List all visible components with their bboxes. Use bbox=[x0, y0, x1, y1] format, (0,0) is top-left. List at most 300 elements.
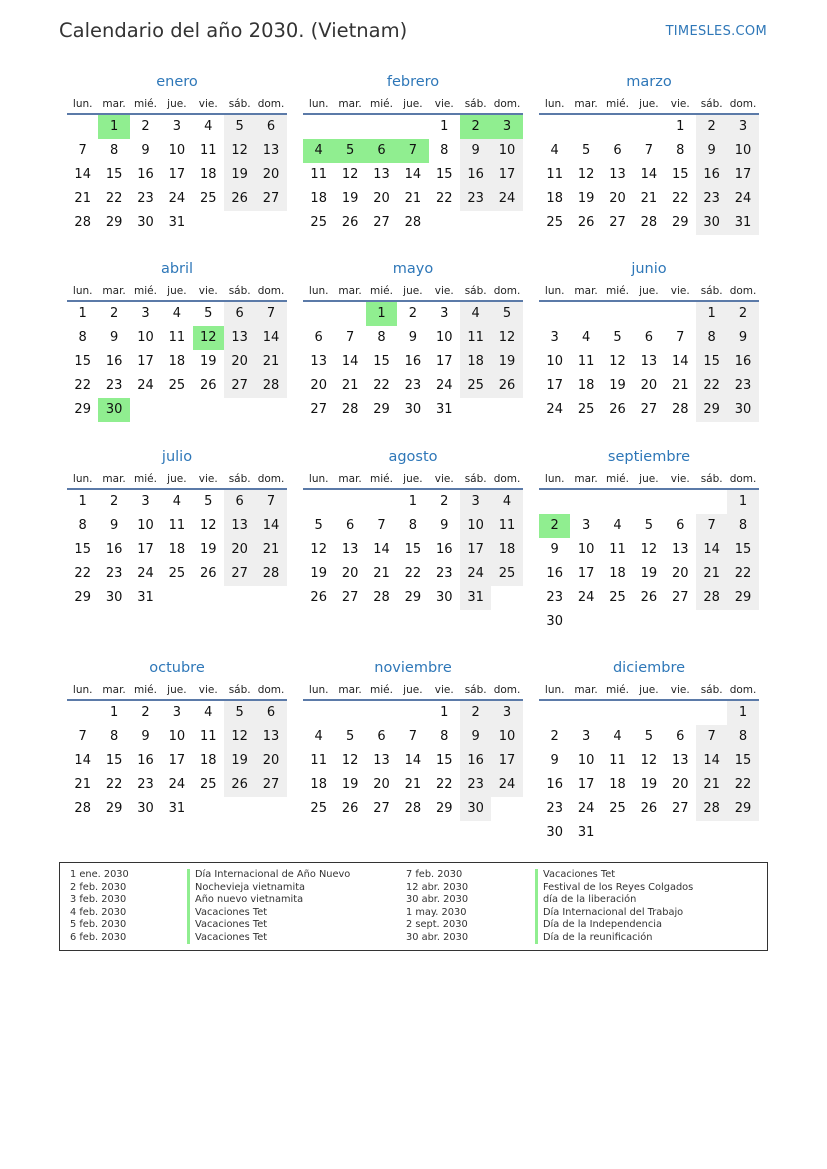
day-cell: 1 bbox=[676, 119, 685, 134]
day-cell: 8 bbox=[676, 143, 685, 158]
day-cell: 7 bbox=[255, 302, 286, 326]
weekday-label: vie. bbox=[198, 285, 218, 297]
weekday-label: mié. bbox=[606, 684, 629, 696]
weekday-label: lun. bbox=[544, 285, 565, 297]
day-cell: 16 bbox=[435, 542, 453, 557]
day-cell: 16 bbox=[460, 163, 491, 187]
day-cell: 11 bbox=[577, 354, 595, 369]
day-cell: 2 bbox=[550, 729, 559, 744]
day-cell: 9 bbox=[141, 143, 150, 158]
weekday-label: dom. bbox=[493, 473, 521, 485]
day-cell: 22 bbox=[404, 566, 422, 581]
day-cell: 18 bbox=[577, 378, 595, 393]
day-cell: 22 bbox=[727, 773, 758, 797]
day-cell: 6 bbox=[314, 330, 323, 345]
day-grid bbox=[303, 701, 523, 821]
day-cell: 17 bbox=[577, 566, 595, 581]
weekday-label: mié. bbox=[606, 473, 629, 485]
day-cell: 6 bbox=[613, 143, 622, 158]
day-cell: 8 bbox=[408, 518, 417, 533]
day-grid bbox=[539, 302, 759, 422]
weekday-label: sáb. bbox=[228, 473, 251, 485]
day-cell: 23 bbox=[105, 378, 123, 393]
weekday-label: sáb. bbox=[464, 684, 487, 696]
day-cell: 13 bbox=[609, 167, 626, 182]
day-cell: 11 bbox=[168, 330, 186, 345]
day-cell: 3 bbox=[141, 306, 150, 321]
day-cell: 31 bbox=[577, 825, 595, 840]
day-cell: 27 bbox=[224, 374, 255, 398]
day-cell: 20 bbox=[341, 566, 359, 581]
day-cell: 26 bbox=[199, 566, 217, 581]
day-cell: 9 bbox=[727, 326, 758, 350]
day-cell: 20 bbox=[224, 538, 255, 562]
weekday-label: mié. bbox=[606, 285, 629, 297]
day-cell: 18 bbox=[546, 191, 563, 206]
day-cell: 29 bbox=[727, 586, 758, 610]
legend-date: 5 feb. 2030 bbox=[70, 919, 127, 930]
empty-cell bbox=[633, 115, 664, 139]
day-cell: 4 bbox=[314, 729, 323, 744]
empty-cell bbox=[633, 302, 664, 326]
day-cell: 4 bbox=[550, 143, 559, 158]
day-cell: 13 bbox=[255, 139, 286, 163]
weekday-label: dom. bbox=[729, 98, 757, 110]
day-cell: 8 bbox=[78, 330, 87, 345]
day-cell: 24 bbox=[546, 402, 563, 417]
day-cell: 1 bbox=[440, 119, 449, 134]
empty-cell bbox=[539, 701, 570, 725]
day-cell: 21 bbox=[696, 562, 727, 586]
day-cell: 30 bbox=[727, 398, 758, 422]
empty-cell bbox=[334, 302, 365, 326]
day-cell: 3 bbox=[440, 306, 449, 321]
weekday-label: vie. bbox=[434, 684, 454, 696]
day-cell: 7 bbox=[377, 518, 386, 533]
day-cell: 4 bbox=[613, 518, 622, 533]
day-cell: 6 bbox=[377, 729, 386, 744]
weekday-label: sáb. bbox=[228, 285, 251, 297]
day-cell: 20 bbox=[373, 777, 390, 792]
day-cell: 8 bbox=[109, 143, 119, 158]
weekday-header bbox=[303, 280, 523, 302]
day-grid bbox=[539, 115, 759, 235]
day-cell: 3 bbox=[460, 490, 491, 514]
weekday-label: lun. bbox=[544, 473, 565, 485]
day-cell: 10 bbox=[460, 514, 491, 538]
weekday-label: jue. bbox=[403, 98, 423, 110]
month-name: agosto bbox=[388, 449, 438, 465]
day-cell: 23 bbox=[546, 801, 563, 816]
empty-cell bbox=[366, 490, 397, 514]
empty-cell bbox=[303, 701, 334, 725]
day-cell: 5 bbox=[204, 494, 213, 509]
day-cell: 16 bbox=[137, 167, 154, 182]
weekday-label: mié. bbox=[370, 473, 393, 485]
day-cell: 18 bbox=[168, 542, 186, 557]
empty-cell bbox=[397, 701, 428, 725]
day-cell: 28 bbox=[341, 402, 359, 417]
day-cell: 27 bbox=[671, 590, 689, 605]
day-cell: 11 bbox=[460, 326, 491, 350]
day-cell: 17 bbox=[137, 542, 154, 557]
day-cell: 28 bbox=[74, 801, 91, 816]
day-cell: 12 bbox=[224, 139, 255, 163]
day-cell: 22 bbox=[727, 562, 758, 586]
day-cell: 14 bbox=[74, 753, 91, 768]
day-cell: 31 bbox=[168, 801, 186, 816]
day-cell: 21 bbox=[74, 191, 91, 206]
day-cell: 20 bbox=[255, 163, 286, 187]
day-cell: 17 bbox=[137, 354, 154, 369]
day-cell: 13 bbox=[640, 354, 658, 369]
day-cell: 3 bbox=[581, 729, 591, 744]
empty-cell bbox=[602, 115, 633, 139]
holiday-day-cell: 12 bbox=[193, 326, 224, 350]
month-name: diciembre bbox=[612, 660, 686, 676]
empty-cell bbox=[334, 701, 365, 725]
day-cell: 21 bbox=[255, 538, 286, 562]
legend-column bbox=[535, 869, 693, 944]
day-grid bbox=[67, 490, 287, 610]
day-cell: 6 bbox=[676, 729, 685, 744]
day-cell: 2 bbox=[141, 119, 150, 134]
weekday-label: sáb. bbox=[464, 285, 487, 297]
day-cell: 25 bbox=[546, 215, 563, 230]
day-cell: 12 bbox=[640, 753, 658, 768]
day-cell: 19 bbox=[577, 191, 595, 206]
day-cell: 21 bbox=[255, 350, 286, 374]
day-cell: 15 bbox=[105, 167, 123, 182]
day-cell: 16 bbox=[727, 350, 758, 374]
weekday-label: mar. bbox=[102, 285, 126, 297]
day-cell: 2 bbox=[440, 494, 449, 509]
month-name: noviembre bbox=[374, 660, 452, 676]
day-cell: 14 bbox=[341, 354, 359, 369]
day-cell: 10 bbox=[727, 139, 758, 163]
day-cell: 12 bbox=[491, 326, 522, 350]
day-grid bbox=[539, 701, 759, 845]
weekday-label: sáb. bbox=[464, 98, 487, 110]
month-febrero bbox=[303, 71, 523, 235]
weekday-label: lun. bbox=[308, 473, 329, 485]
day-grid bbox=[539, 490, 759, 634]
day-cell: 11 bbox=[491, 514, 522, 538]
day-cell: 29 bbox=[74, 590, 91, 605]
day-cell: 4 bbox=[172, 306, 181, 321]
day-cell: 15 bbox=[74, 354, 91, 369]
day-cell: 22 bbox=[74, 566, 91, 581]
day-cell: 5 bbox=[224, 115, 255, 139]
holiday-day-cell: 5 bbox=[334, 139, 365, 163]
weekday-label: mar. bbox=[102, 473, 126, 485]
weekday-label: vie. bbox=[434, 285, 454, 297]
day-cell: 28 bbox=[696, 797, 727, 821]
legend-holiday-name: Vacaciones Tet bbox=[535, 869, 693, 882]
day-cell: 25 bbox=[199, 191, 217, 206]
day-cell: 15 bbox=[373, 354, 390, 369]
day-cell: 25 bbox=[577, 402, 595, 417]
day-cell: 16 bbox=[105, 354, 123, 369]
day-cell: 8 bbox=[109, 729, 119, 744]
legend-date: 30 abr. 2030 bbox=[406, 894, 469, 905]
day-cell: 12 bbox=[341, 167, 359, 182]
day-cell: 10 bbox=[577, 542, 595, 557]
day-cell: 14 bbox=[255, 514, 286, 538]
day-cell: 24 bbox=[460, 562, 491, 586]
day-cell: 19 bbox=[199, 354, 217, 369]
day-cell: 9 bbox=[460, 139, 491, 163]
day-cell: 25 bbox=[609, 590, 626, 605]
weekday-label: lun. bbox=[72, 473, 93, 485]
day-cell: 22 bbox=[105, 777, 123, 792]
day-cell: 14 bbox=[74, 167, 91, 182]
day-cell: 11 bbox=[310, 167, 327, 182]
month-julio bbox=[67, 446, 287, 610]
empty-cell bbox=[633, 490, 664, 514]
day-cell: 25 bbox=[310, 215, 327, 230]
empty-cell bbox=[366, 115, 397, 139]
day-cell: 7 bbox=[696, 514, 727, 538]
empty-cell bbox=[570, 490, 601, 514]
day-cell: 26 bbox=[224, 773, 255, 797]
day-cell: 13 bbox=[373, 753, 390, 768]
day-cell: 27 bbox=[224, 562, 255, 586]
day-cell: 4 bbox=[172, 494, 181, 509]
day-cell: 13 bbox=[255, 725, 286, 749]
weekday-label: vie. bbox=[434, 473, 454, 485]
day-cell: 24 bbox=[435, 378, 453, 393]
day-cell: 19 bbox=[491, 350, 522, 374]
day-cell: 16 bbox=[137, 753, 154, 768]
day-cell: 18 bbox=[609, 777, 626, 792]
empty-cell bbox=[334, 115, 365, 139]
weekday-label: jue. bbox=[639, 473, 659, 485]
day-cell: 16 bbox=[546, 777, 563, 792]
day-cell: 8 bbox=[440, 143, 449, 158]
day-cell: 2 bbox=[109, 306, 119, 321]
day-cell: 13 bbox=[224, 514, 255, 538]
day-cell: 16 bbox=[404, 354, 422, 369]
day-cell: 23 bbox=[460, 773, 491, 797]
day-cell: 29 bbox=[696, 398, 727, 422]
day-grid bbox=[303, 115, 523, 235]
day-cell: 9 bbox=[109, 518, 119, 533]
legend-holiday-name: Día Internacional del Trabajo bbox=[535, 907, 693, 920]
day-cell: 23 bbox=[460, 187, 491, 211]
day-cell: 21 bbox=[341, 378, 359, 393]
legend-date: 2 feb. 2030 bbox=[70, 881, 127, 893]
day-cell: 27 bbox=[609, 215, 626, 230]
day-cell: 28 bbox=[255, 374, 286, 398]
day-cell: 21 bbox=[74, 777, 91, 792]
day-cell: 18 bbox=[460, 350, 491, 374]
legend-holiday-name: Día de la reunificación bbox=[535, 932, 693, 945]
day-cell: 7 bbox=[408, 729, 417, 744]
weekday-label: dom. bbox=[729, 285, 757, 297]
day-cell: 2 bbox=[460, 701, 491, 725]
month-agosto bbox=[303, 446, 523, 610]
day-cell: 7 bbox=[644, 143, 653, 158]
weekday-header bbox=[539, 468, 759, 490]
weekday-label: dom. bbox=[257, 285, 285, 297]
day-cell: 5 bbox=[581, 143, 591, 158]
day-cell: 10 bbox=[137, 330, 154, 345]
weekday-label: jue. bbox=[167, 285, 187, 297]
day-cell: 18 bbox=[199, 167, 217, 182]
day-cell: 22 bbox=[105, 191, 123, 206]
day-cell: 22 bbox=[435, 191, 453, 206]
weekday-label: jue. bbox=[403, 473, 423, 485]
holiday-legend bbox=[59, 862, 768, 951]
day-cell: 17 bbox=[491, 749, 522, 773]
day-cell: 27 bbox=[310, 402, 327, 417]
day-cell: 8 bbox=[440, 729, 449, 744]
day-cell: 17 bbox=[546, 378, 563, 393]
day-cell: 14 bbox=[696, 538, 727, 562]
day-cell: 13 bbox=[373, 167, 390, 182]
day-cell: 8 bbox=[78, 518, 87, 533]
day-grid bbox=[303, 490, 523, 610]
weekday-header bbox=[67, 280, 287, 302]
weekday-label: vie. bbox=[670, 473, 690, 485]
day-cell: 20 bbox=[640, 378, 658, 393]
day-cell: 15 bbox=[435, 753, 453, 768]
brand-link[interactable]: TIMESLES.COM bbox=[665, 24, 767, 39]
weekday-label: vie. bbox=[198, 473, 218, 485]
day-cell: 28 bbox=[255, 562, 286, 586]
day-cell: 8 bbox=[727, 725, 758, 749]
day-cell: 24 bbox=[168, 777, 186, 792]
legend-date: 2 sept. 2030 bbox=[406, 919, 468, 930]
day-cell: 28 bbox=[74, 215, 91, 230]
day-grid bbox=[303, 302, 523, 422]
day-cell: 25 bbox=[168, 566, 186, 581]
day-cell: 18 bbox=[609, 566, 626, 581]
month-noviembre bbox=[303, 657, 523, 821]
day-cell: 12 bbox=[341, 753, 359, 768]
weekday-label: jue. bbox=[403, 285, 423, 297]
day-cell: 17 bbox=[491, 163, 522, 187]
day-cell: 12 bbox=[224, 725, 255, 749]
day-cell: 27 bbox=[373, 215, 390, 230]
day-cell: 25 bbox=[491, 562, 522, 586]
weekday-label: jue. bbox=[639, 684, 659, 696]
day-cell: 1 bbox=[727, 701, 758, 725]
day-cell: 10 bbox=[137, 518, 154, 533]
day-cell: 23 bbox=[404, 378, 422, 393]
weekday-header bbox=[67, 679, 287, 701]
day-cell: 29 bbox=[373, 402, 390, 417]
weekday-label: dom. bbox=[493, 285, 521, 297]
day-grid bbox=[67, 302, 287, 422]
month-octubre bbox=[67, 657, 287, 821]
day-cell: 29 bbox=[671, 215, 689, 230]
day-cell: 30 bbox=[546, 825, 563, 840]
weekday-label: dom. bbox=[257, 98, 285, 110]
day-cell: 28 bbox=[640, 215, 658, 230]
day-cell: 3 bbox=[727, 115, 758, 139]
day-cell: 31 bbox=[460, 586, 491, 610]
empty-cell bbox=[696, 701, 727, 725]
holiday-day-cell: 1 bbox=[366, 302, 397, 326]
day-cell: 12 bbox=[577, 167, 595, 182]
day-cell: 3 bbox=[581, 518, 591, 533]
day-cell: 31 bbox=[137, 590, 154, 605]
day-cell: 22 bbox=[696, 374, 727, 398]
day-cell: 3 bbox=[550, 330, 559, 345]
day-cell: 2 bbox=[408, 306, 417, 321]
weekday-label: mié. bbox=[134, 684, 157, 696]
legend-date: 7 feb. 2030 bbox=[406, 869, 463, 880]
day-cell: 19 bbox=[310, 566, 327, 581]
day-cell: 25 bbox=[460, 374, 491, 398]
empty-cell bbox=[67, 115, 98, 139]
day-cell: 11 bbox=[199, 143, 217, 158]
month-name: julio bbox=[161, 449, 193, 465]
month-name: mayo bbox=[392, 261, 434, 277]
day-cell: 24 bbox=[491, 187, 522, 211]
day-cell: 5 bbox=[613, 330, 622, 345]
month-junio bbox=[539, 258, 759, 422]
weekday-label: mié. bbox=[134, 98, 157, 110]
day-cell: 19 bbox=[640, 777, 658, 792]
day-cell: 24 bbox=[577, 590, 595, 605]
day-cell: 1 bbox=[408, 494, 417, 509]
day-cell: 28 bbox=[671, 402, 689, 417]
weekday-header bbox=[539, 679, 759, 701]
day-cell: 18 bbox=[310, 777, 327, 792]
weekday-label: lun. bbox=[72, 98, 93, 110]
day-cell: 26 bbox=[199, 378, 217, 393]
day-cell: 24 bbox=[168, 191, 186, 206]
day-cell: 11 bbox=[199, 729, 217, 744]
day-cell: 7 bbox=[78, 729, 87, 744]
weekday-label: mar. bbox=[574, 285, 598, 297]
day-cell: 8 bbox=[696, 326, 727, 350]
weekday-label: vie. bbox=[670, 285, 690, 297]
day-cell: 26 bbox=[341, 215, 359, 230]
day-cell: 17 bbox=[435, 354, 453, 369]
legend-holiday-name: Nochevieja vietnamita bbox=[187, 882, 350, 895]
day-cell: 19 bbox=[224, 163, 255, 187]
empty-cell bbox=[539, 115, 570, 139]
day-cell: 20 bbox=[671, 566, 689, 581]
weekday-header bbox=[303, 679, 523, 701]
weekday-label: mar. bbox=[102, 684, 126, 696]
weekday-label: jue. bbox=[167, 473, 187, 485]
legend-holiday-name: Vacaciones Tet bbox=[187, 907, 350, 920]
legend-date: 12 abr. 2030 bbox=[406, 881, 469, 893]
day-cell: 18 bbox=[491, 538, 522, 562]
weekday-header bbox=[539, 93, 759, 115]
day-cell: 6 bbox=[224, 302, 255, 326]
day-cell: 2 bbox=[727, 302, 758, 326]
day-cell: 27 bbox=[341, 590, 359, 605]
day-cell: 15 bbox=[74, 542, 91, 557]
day-cell: 5 bbox=[204, 306, 213, 321]
day-cell: 1 bbox=[727, 490, 758, 514]
day-cell: 28 bbox=[696, 586, 727, 610]
empty-cell bbox=[334, 490, 365, 514]
holiday-day-cell: 1 bbox=[98, 115, 129, 139]
weekday-label: mié. bbox=[370, 98, 393, 110]
weekday-label: mié. bbox=[134, 473, 157, 485]
month-abril bbox=[67, 258, 287, 422]
day-cell: 11 bbox=[546, 167, 563, 182]
weekday-label: dom. bbox=[729, 684, 757, 696]
weekday-label: mar. bbox=[102, 98, 126, 110]
